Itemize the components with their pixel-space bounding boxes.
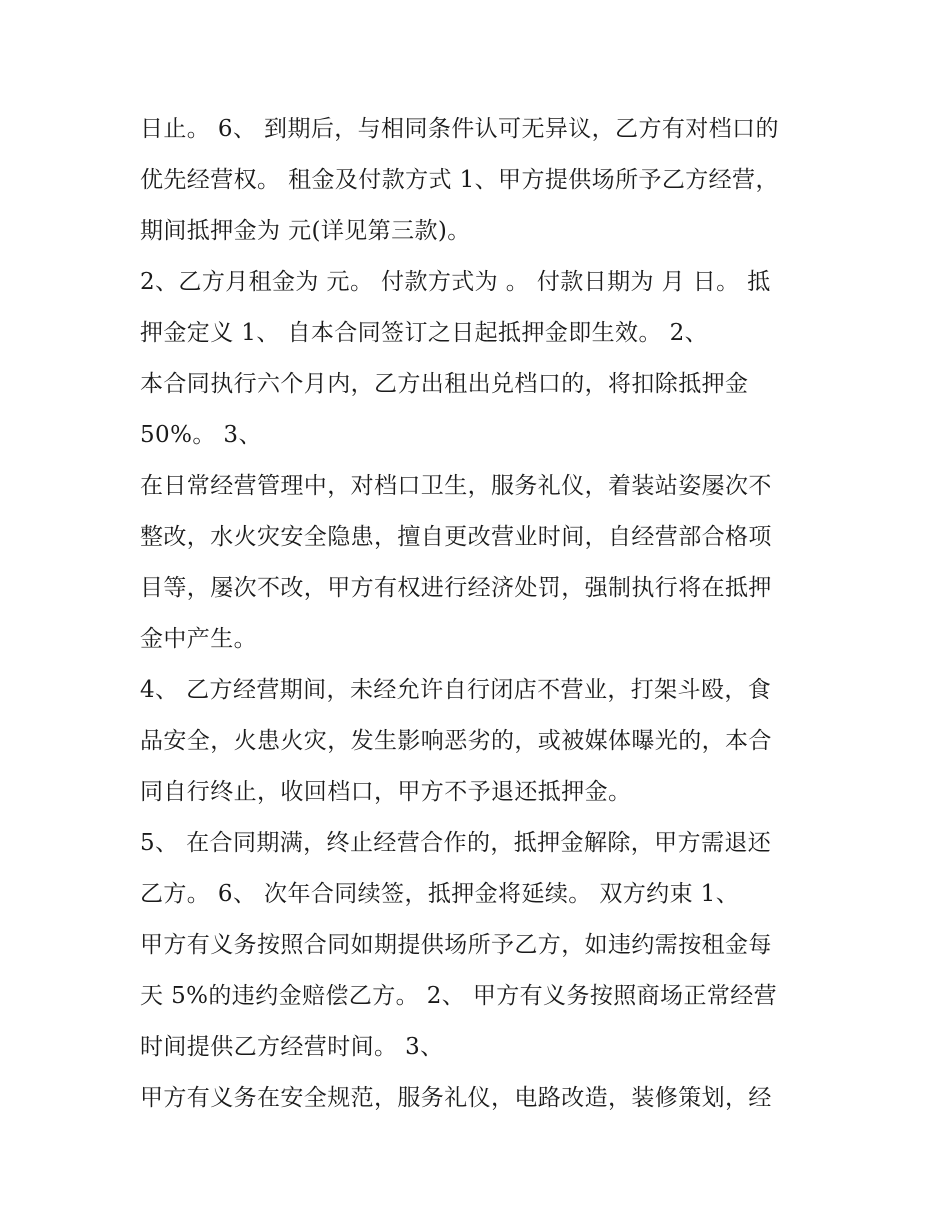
- text-line: 本合同执行六个月内，乙方出租出兑档口的，将扣除抵押金: [140, 371, 749, 397]
- text-line: 50%。 3、: [140, 422, 262, 448]
- text-line: 5、 在合同期满，终止经营合作的，抵押金解除，甲方需退还: [140, 830, 772, 856]
- text-line: 甲方有义务按照合同如期提供场所予乙方，如违约需按租金每: [140, 932, 772, 958]
- text-line: 日止。 6、 到期后，与相同条件认可无异议，乙方有对档口的: [140, 116, 779, 142]
- text-line: 乙方。 6、 次年合同续签，抵押金将延续。 双方约束 1、: [140, 881, 740, 907]
- text-line: 押金定义 1、 自本合同签订之日起抵押金即生效。 2、: [140, 320, 708, 346]
- text-line: 4、 乙方经营期间，未经允许自行闭店不营业，打架斗殴，食: [140, 677, 772, 703]
- text-line: 期间抵押金为 元(详见第三款)。: [140, 218, 471, 244]
- text-line: 时间提供乙方经营时间。 3、: [140, 1034, 444, 1060]
- text-line: 金中产生。: [140, 626, 257, 652]
- text-line: 甲方有义务在安全规范，服务礼仪，电路改造，装修策划，经: [140, 1085, 772, 1111]
- text-line: 品安全，火患火灾，发生影响恶劣的，或被媒体曝光的，本合: [140, 728, 772, 754]
- text-line: 目等，屡次不改，甲方有权进行经济处罚，强制执行将在抵押: [140, 575, 772, 601]
- text-line: 优先经营权。 租金及付款方式 1、甲方提供场所予乙方经营，: [140, 167, 779, 193]
- text-line: 在日常经营管理中，对档口卫生，服务礼仪，着装站姿屡次不: [140, 473, 772, 499]
- text-line: 同自行终止，收回档口，甲方不予退还抵押金。: [140, 779, 632, 805]
- text-line: 整改，水火灾安全隐患，擅自更改营业时间，自经营部合格项: [140, 524, 772, 550]
- text-line: 天 5%的违约金赔偿乙方。 2、 甲方有义务按照商场正常经营: [140, 983, 778, 1009]
- text-line: 2、乙方月租金为 元。 付款方式为 。 付款日期为 月 日。 抵: [140, 269, 771, 295]
